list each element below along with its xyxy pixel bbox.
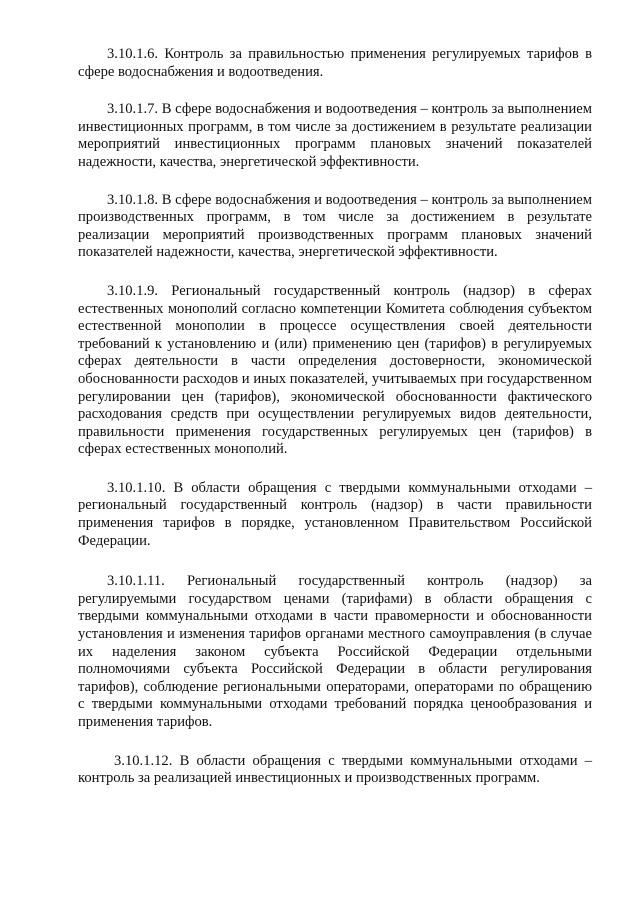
paragraph-3-10-1-10: 3.10.1.10. В области обращения с твердыми коммунальными отходами – региональный государственный контроль (надзор) в части правильности применения тарифов в порядке, установленном Правительством Российской Федерации. bbox=[78, 479, 592, 549]
paragraph-3-10-1-7: 3.10.1.7. В сфере водоснабжения и водоотведения – контроль за выполнением инвестиционных программ, в том числе за достижением в результате реализации мероприятий инвестиционных программ плановых значений показателей надежности, качества, энергетической эффективности. bbox=[78, 101, 592, 170]
paragraph-3-10-1-11: 3.10.1.11. Региональный государственный контроль (надзор) за регулируемыми государством ценами (тарифами) в области обращения с твердыми коммунальными отходами в части правомерности и обоснованности установления и изменения тарифов органами местного самоуправления (в случае их наделения законом субъекта Российской Федерации отдельными полномочиями субъекта Российской Федерации в области регулирования тарифов), соблюдение региональными операторами, операторами по обращению с твердыми коммунальными отходами требований порядка ценообразования и применения тарифов. bbox=[78, 573, 592, 730]
paragraph-3-10-1-12: 3.10.1.12. В области обращения с твердыми коммунальными отходами – контроль за реализацией инвестиционных и производственных программ. bbox=[78, 752, 592, 787]
paragraph-3-10-1-6: 3.10.1.6. Контроль за правильностью применения регулируемых тарифов в сфере водоснабжения и водоотведения. bbox=[78, 46, 592, 80]
paragraph-3-10-1-8: 3.10.1.8. В сфере водоснабжения и водоотведения – контроль за выполнением производственных программ, в том числе за достижением в результате реализации мероприятий производственных программ плановых значений показателей надежности, качества, энергетической эффективности. bbox=[78, 191, 592, 261]
paragraph-3-10-1-9: 3.10.1.9. Региональный государственный контроль (надзор) в сферах естественных монополий согласно компетенции Комитета соблюдения субъектом естественной монополии в процессе осуществления своей деятельности требований к установлению и (или) применению цен (тарифов) в регулируемых сферах деятельности в части определения достоверности, экономической обоснованности расходов и иных показателей, учитываемых при государственном регулировании цен (тарифов), экономической обоснованности фактического расходования средств при осуществлении регулируемых видов деятельности, правильности применения государственных регулируемых цен (тарифов) в сферах естественных монополий. bbox=[78, 282, 592, 458]
